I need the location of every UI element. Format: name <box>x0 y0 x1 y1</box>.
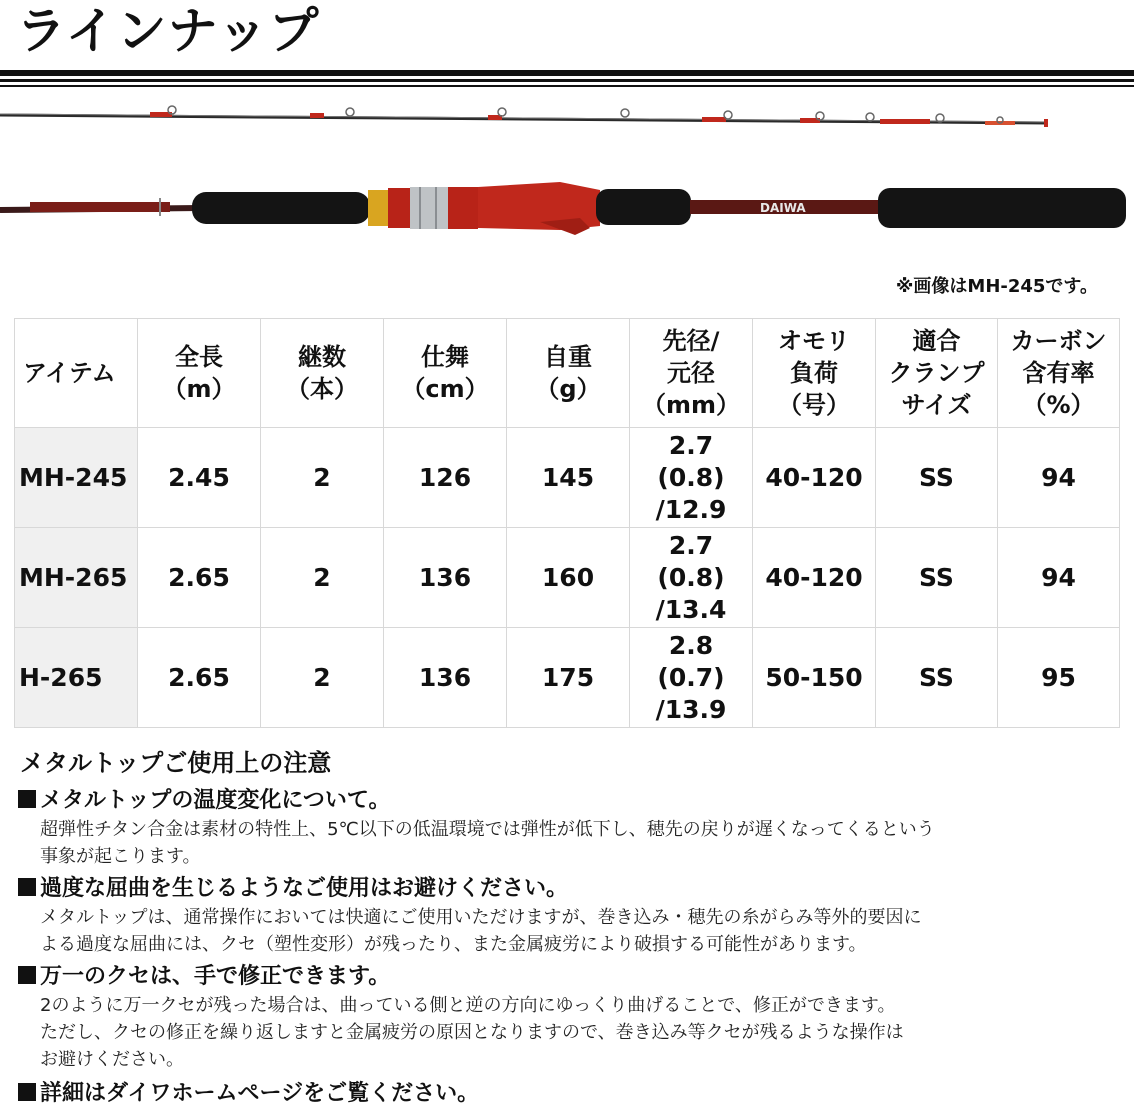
header-closed-length: 仕舞 （cm） <box>384 319 507 428</box>
header-weight: 自重 （g） <box>507 319 630 428</box>
cell-weight: 145 <box>507 428 630 528</box>
cell-length: 2.65 <box>138 628 261 728</box>
header-carbon: カーボン 含有率 （%） <box>998 319 1120 428</box>
cell-length: 2.45 <box>138 428 261 528</box>
brand-logo-text: DAIWA <box>760 201 806 215</box>
spec-table <box>14 318 1120 728</box>
cell-diameter: 2.7 (0.8) /12.9 <box>630 428 753 528</box>
square-bullet-icon <box>18 878 36 896</box>
cell-diameter: 2.8 (0.7) /13.9 <box>630 628 753 728</box>
cell-closed-length: 136 <box>384 628 507 728</box>
cell-carbon: 95 <box>998 628 1120 728</box>
title-rule-mid <box>0 79 1134 82</box>
note-body: 超弾性チタン合金は素材の特性上、5℃以下の低温環境では弾性が低下し、穂先の戻りが遅くなってくるという 事象が起こります。 <box>40 819 935 867</box>
page-title: ラインナップ <box>16 2 320 60</box>
caution-notes <box>18 746 1118 1109</box>
cell-item: MH-245 <box>15 428 138 528</box>
square-bullet-icon <box>18 966 36 984</box>
cell-item: MH-265 <box>15 528 138 628</box>
header-clamp-size: 適合 クランプ サイズ <box>876 319 998 428</box>
cell-pieces: 2 <box>261 628 384 728</box>
table-row <box>15 628 1120 728</box>
cell-item: H-265 <box>15 628 138 728</box>
cell-carbon: 94 <box>998 428 1120 528</box>
note-heading: メタルトップの温度変化について。 <box>18 786 1118 816</box>
title-rule-thin <box>0 85 1134 87</box>
notes-title: メタルトップご使用上の注意 <box>20 749 332 777</box>
square-bullet-icon <box>18 790 36 808</box>
note-heading: 詳細はダイワホームページをご覧ください。 <box>18 1079 1118 1109</box>
cell-carbon: 94 <box>998 528 1120 628</box>
square-bullet-icon <box>18 1083 36 1101</box>
cell-weight: 175 <box>507 628 630 728</box>
title-rule-thick <box>0 70 1134 76</box>
note-body: メタルトップは、通常操作においては快適にご使用いただけますが、巻き込み・穂先の糸がらみ等外的要因に よる過度な屈曲には、クセ（塑性変形）が残ったり、また金属疲労により破損する可能性があります。 <box>40 907 922 955</box>
cell-weight: 160 <box>507 528 630 628</box>
cell-sinker-load: 40-120 <box>753 428 876 528</box>
note-heading: 過度な屈曲を生じるようなご使用はお避けください。 <box>18 874 1118 904</box>
cell-pieces: 2 <box>261 528 384 628</box>
cell-diameter: 2.7 (0.8) /13.4 <box>630 528 753 628</box>
cell-sinker-load: 40-120 <box>753 528 876 628</box>
cell-closed-length: 126 <box>384 428 507 528</box>
table-row <box>15 528 1120 628</box>
header-pieces: 継数 （本） <box>261 319 384 428</box>
rod-image <box>0 90 1134 250</box>
rod-tip-section <box>0 106 1048 127</box>
note-heading: 万一のクセは、手で修正できます。 <box>18 962 1118 992</box>
header-diameter: 先径/ 元径 （mm） <box>630 319 753 428</box>
note-body: 2のように万一クセが残った場合は、曲っている側と逆の方向にゆっくり曲げることで、修正ができます。 ただし、クセの修正を繰り返しますと金属疲労の原因となりますので、巻き込み等クセが残るような操作は お避けください。 <box>40 995 904 1070</box>
cell-closed-length: 136 <box>384 528 507 628</box>
cell-clamp-size: SS <box>876 528 998 628</box>
header-length: 全長 （m） <box>138 319 261 428</box>
cell-length: 2.65 <box>138 528 261 628</box>
cell-pieces: 2 <box>261 428 384 528</box>
rod-butt-section <box>0 182 1126 235</box>
header-sinker-load: オモリ 負荷 （号） <box>753 319 876 428</box>
header-item: アイテム <box>15 319 138 428</box>
table-header-row <box>15 319 1120 428</box>
table-row <box>15 428 1120 528</box>
image-caption: ※画像はMH-245です。 <box>895 276 1098 297</box>
cell-sinker-load: 50-150 <box>753 628 876 728</box>
cell-clamp-size: SS <box>876 628 998 728</box>
cell-clamp-size: SS <box>876 428 998 528</box>
